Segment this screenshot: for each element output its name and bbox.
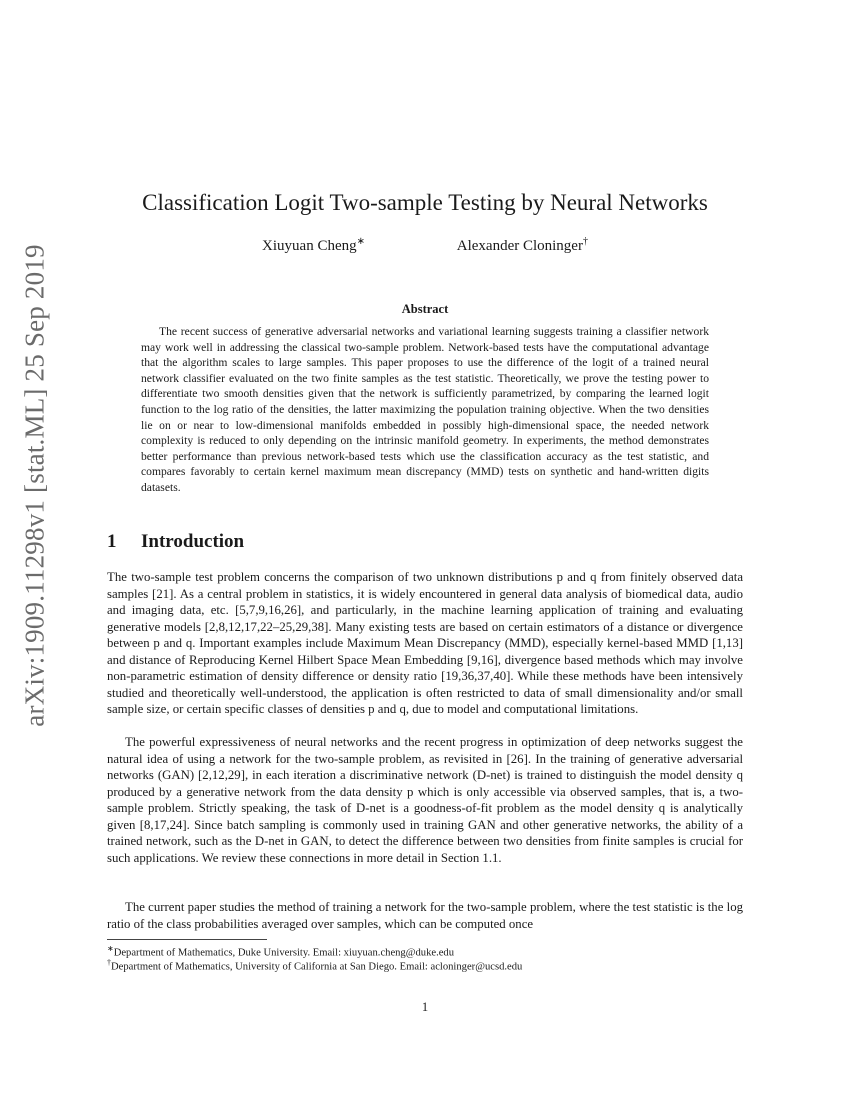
footnote-1-mark: ∗ <box>107 944 114 953</box>
paper-title: Classification Logit Two-sample Testing by Neural Networks <box>142 190 708 215</box>
author-list <box>0 236 850 255</box>
footnote-2-text: Department of Mathematics, University of California at San Diego. Email: acloninger@ucsd.edu <box>111 961 523 973</box>
arxiv-side-stamp <box>10 243 60 727</box>
author-2 <box>457 236 588 255</box>
footnote-1-text: Department of Mathematics, Duke University. Email: xiuyuan.cheng@duke.edu <box>113 947 455 959</box>
arxiv-identifier: arXiv:1909.11298v1 [stat.ML] 25 Sep 2019 <box>19 243 50 727</box>
section-number: 1 <box>107 531 117 552</box>
abstract-heading: Abstract <box>401 302 449 316</box>
body-paragraph-2: The powerful expressiveness of neural networks and the recent progress in optimization of deep networks suggest the natural idea of using a network for the two-sample problem, as revisited in [26]. In the training of generative adversarial networks (GAN) [2,12,29], in each iteration a discriminative network (D-net) is trained to distinguish the model density q produced by a generative network from the data density p which is only accessible via observed samples, that is, a two-sample problem. Strictly speaking, the task of D-net is a goodness-of-fit problem as the model density q is analytically given [8,17,24]. Since batch sampling is commonly used in training GAN and other generative networks, the ability of a trained network, such as the D-net in GAN, to detect the difference between two densities from finite samples is crucial for such applications. We review these connections in more detail in Section 1.1. <box>107 735 743 865</box>
author-1 <box>262 236 365 255</box>
footnote-2-mark: † <box>107 958 111 967</box>
author-1-footnote-mark: ∗ <box>356 236 365 247</box>
section-heading <box>107 531 244 553</box>
author-2-name: Alexander Cloninger <box>456 238 583 254</box>
author-2-footnote-mark: † <box>582 236 588 247</box>
page-number: 1 <box>421 1000 429 1014</box>
author-1-name: Xiuyuan Cheng <box>262 238 357 254</box>
footnote-rule <box>107 939 267 940</box>
section-title: Introduction <box>141 531 245 552</box>
body-paragraph-1: The two-sample test problem concerns the comparison of two unknown distributions p and q from finitely observed data samples [21]. As a central problem in statistics, it is widely encountered in general data analysis of biomedical data, audio and imaging data, etc. [5,7,9,16,26], and particularly, in the machine learning application of training and evaluating generative models [2,8,12,17,22–25,29,38]. Many existing tests are based on certain estimators of a distance or divergence between p and q. Important examples include Maximum Mean Discrepancy (MMD), especially kernel-based MMD [1,13] and distance of Reproducing Kernel Hilbert Space Mean Embedding [9,16], divergence based methods which may involve non-parametric estimation of density difference or density ratio [19,36,37,40]. While these methods have been intensively studied and theoretically well-understood, the application is often restricted to data of small dimensionality and/or small sample size, or certain specific classes of densities p and q, due to model and computational limitations. <box>107 570 743 716</box>
body-paragraph-3: The current paper studies the method of training a network for the two-sample problem, where the test statistic is the log ratio of the class probabilities averaged over samples, which can be computed once <box>107 900 743 931</box>
footnote-2 <box>107 956 743 974</box>
abstract-text: The recent success of generative adversarial networks and variational learning suggests training a classifier network may work well in addressing the classical two-sample problem. Network-based tests have the computational advantage that the algorithm scales to large samples. This paper proposes to use the difference of the logit of a trained neural network classifier evaluated on the two finite samples as the test statistic. Theoretically, we prove the testing power to differentiate two smooth densities given that the network is sufficiently parametrized, by comparing the learned logit function to the log ratio of the densities, the latter maximizing the population training objective. When the two densities lie on or near to low-dimensional manifolds embedded in possibly high-dimensional space, the needed network complexity is reduced to only depending on the intrinsic manifold geometry. In experiments, the method demonstrates better performance than previous network-based tests which use the classification accuracy as the test statistic, and compares favorably to certain kernel maximum mean discrepancy (MMD) tests on synthetic and hand-written digits datasets. <box>141 325 709 494</box>
